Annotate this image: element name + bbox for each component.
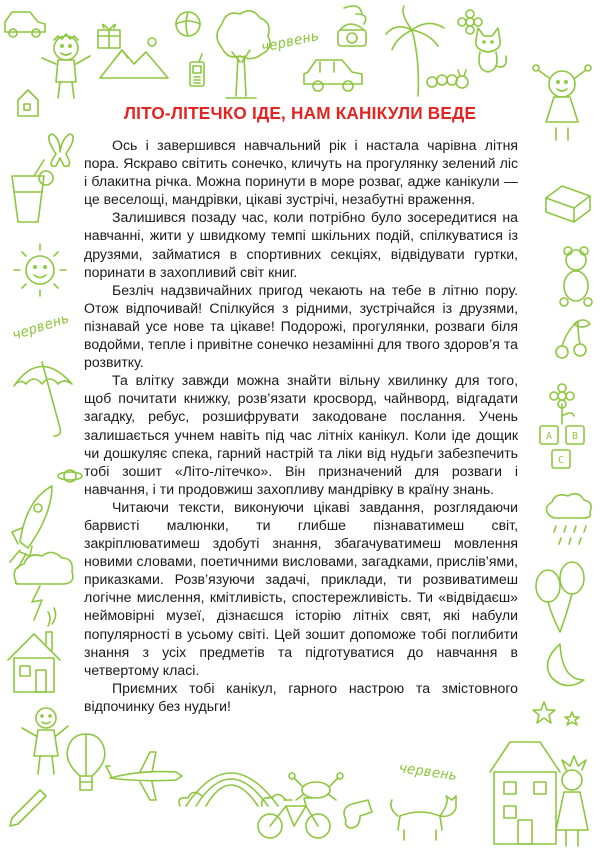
paragraph: Читаючи тексти, виконуючи цікаві завдання, розглядаючи барвисті малюнки, ти глибше пізнаватимеш світ, закріплюватимеш здобуті знання, збагачуватимеш мовлення новими словами, поетичними висловами, загадками, прислів’ями, приказками. Розв’язуючи задачі, приклади, ти розвиватимеш логічне мислення, кмітливість, спостережливість. Ти «відвідаєш» неймовірні музеї, дізнаєшся історію літніх свят, які набули популярності в усьому світі. Цей зошит допоможе тобі поглибити знання з усіх предметів та підготуватися до навчання в четвертому класі. bbox=[84, 498, 518, 678]
border-label-left: червень bbox=[10, 310, 72, 344]
whistle-icon bbox=[344, 800, 372, 828]
dice-letter-a: A bbox=[545, 431, 553, 442]
border-label-top: червень bbox=[259, 27, 321, 56]
dog-icon bbox=[391, 796, 456, 840]
moon-icon bbox=[548, 644, 585, 686]
gift-icon bbox=[98, 24, 120, 48]
sun-icon bbox=[14, 244, 66, 296]
paragraph: Безліч надзвичайних пригод чекають на тебе в літню пору. Отож відпочивай! Спілкуйся з рідними, зустрічайся із друзями, пізнавай усе нове та цікаве! Подорожі, прогулянки, розваги біля водойми, тепле і привітне сонечко незамінні для твого здоров’я та розвитку. bbox=[84, 281, 518, 371]
pencil-icon bbox=[10, 790, 46, 826]
paragraph: Ось і завершився навчальний рік і настала чарівна літня пора. Яскраво світить сонечко, кличуть на прогулянку зелений ліс і блакитна річка. Можна поринути в море розваг, адже канікули — це веселощі, мандрівки, цікаві зустрічі, незабутні враження. bbox=[84, 137, 518, 208]
teddy-bear-icon bbox=[560, 247, 592, 306]
car-icon-top-left bbox=[5, 12, 45, 37]
lemonade-glass-icon bbox=[12, 160, 53, 222]
rainbow-icon bbox=[179, 773, 286, 806]
cat-icon bbox=[476, 28, 507, 72]
page-title: ЛІТО-ЛІТЕЧКО ІДЕ, НАМ КАНІКУЛИ ВЕДЕ bbox=[123, 103, 477, 123]
cherries-icon bbox=[556, 320, 590, 358]
butterfly-icon bbox=[49, 134, 73, 166]
crab-icon bbox=[289, 773, 343, 800]
paragraph: Та влітку завжди можна знайти вільну хвилинку для того, щоб почитати книжку, розв’язати кросворд, чайнворд, відгадати загадку, ребус, розшифрувати закодоване послання. Учень залишається учнем навіть під час літніх канікул. Коли іде дощик чи дошкуляє спека, гарний настрій та ліки від нудьги забезпечить тобі зошит «Літо-літечко». Він призначений для розваги і навчання, і ти продовжиш захопливу мандрівку в країну знань. bbox=[84, 372, 518, 497]
ball-icon bbox=[176, 12, 200, 36]
dice-letter-c: C bbox=[557, 455, 565, 466]
caterpillar-icon bbox=[427, 70, 468, 88]
rain-cloud-icon bbox=[546, 494, 591, 544]
telephone-icon bbox=[338, 6, 366, 46]
bicycle-icon bbox=[258, 798, 330, 838]
storm-cloud-icon bbox=[14, 552, 73, 620]
paragraph: Приємних тобі канікул, гарного настрою та змістовного відпочинку без нудьги! bbox=[84, 679, 518, 714]
girl-icon-bottom-right bbox=[556, 756, 588, 846]
mountains-icon bbox=[100, 38, 168, 78]
kid-icon-bottom-left bbox=[22, 708, 68, 774]
airplane-icon bbox=[106, 752, 182, 800]
umbrella-icon bbox=[14, 362, 72, 436]
book-icon bbox=[546, 186, 590, 222]
planet-icon bbox=[58, 470, 82, 482]
dice-letter-b: B bbox=[571, 431, 579, 442]
mobile-phone-icon bbox=[190, 54, 204, 86]
flower-icon bbox=[550, 384, 574, 424]
paragraph: Залишився позаду час, коли потрібно було зосередитися на навчанні, жити у швидкому темпі шкільних подій, спілкуватися із друзями, займатися в спортивних секціях, відвідувати гуртки, поринати в захопливий світ книг. bbox=[84, 209, 518, 280]
car-icon bbox=[304, 60, 362, 91]
balloons-icon bbox=[536, 562, 584, 632]
house-icon-small bbox=[18, 90, 38, 116]
border-label-bottom: червень bbox=[397, 760, 459, 785]
tall-house-icon bbox=[490, 742, 560, 844]
stars-icon bbox=[533, 702, 579, 725]
hot-air-balloon-icon bbox=[67, 734, 105, 790]
intro-text bbox=[84, 136, 518, 715]
girl-icon bbox=[533, 65, 591, 140]
boy-icon bbox=[42, 34, 90, 98]
palm-tree-icon bbox=[386, 6, 444, 96]
